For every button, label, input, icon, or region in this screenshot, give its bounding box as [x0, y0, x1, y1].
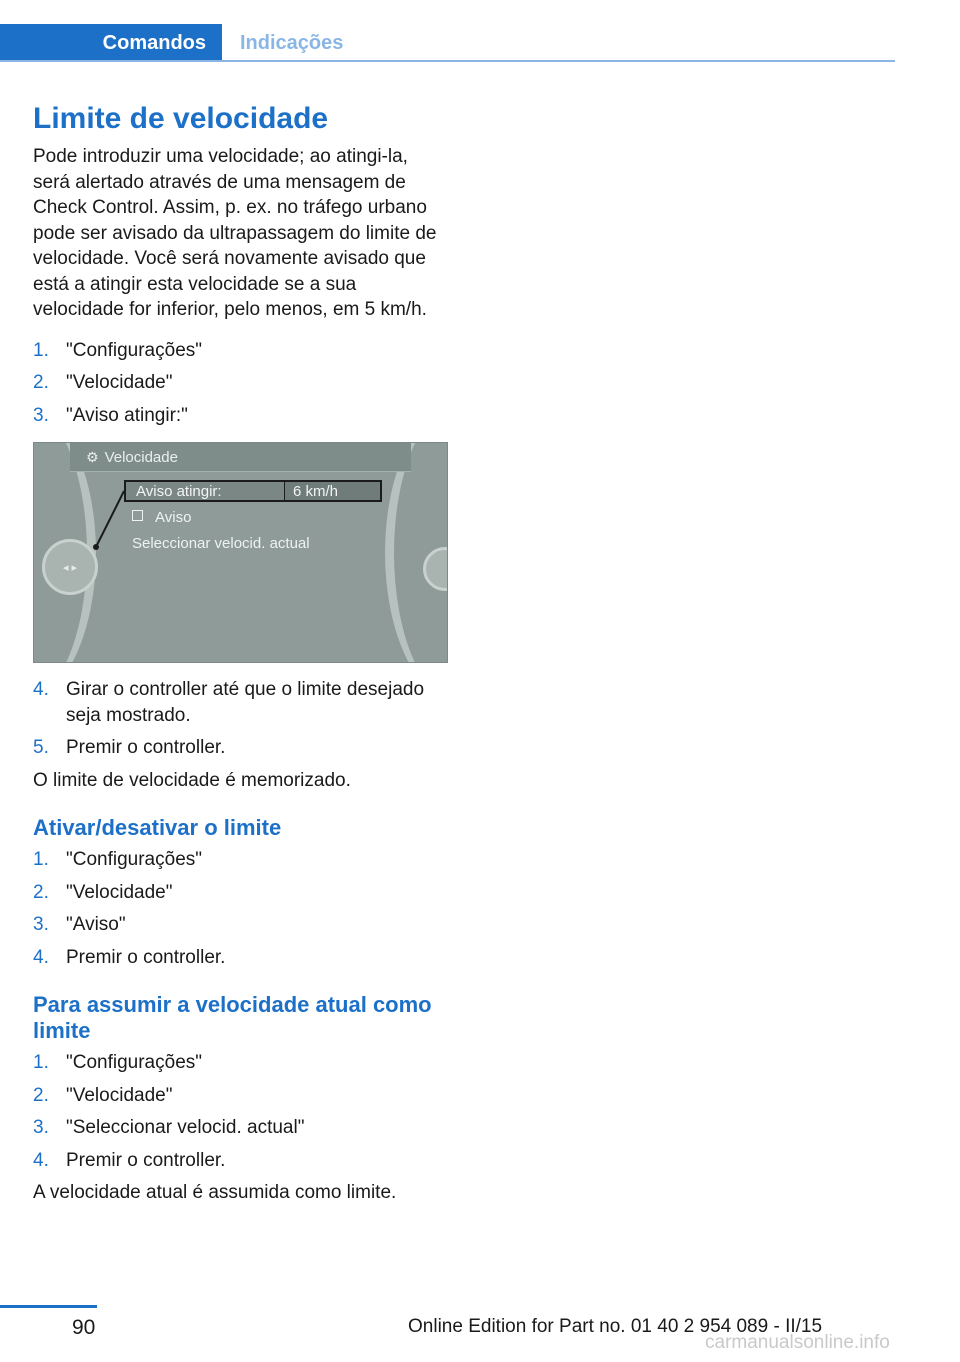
intro-paragraph: Pode introduzir uma velocidade; ao atingi-la, será alertado através de uma mensagem de Check Control. Assim, p. ex. no tráfego urbano pode ser avisado da ultrapassagem do limite de velocidade. Você será novamente avisado que está a atingir esta velocidade se a sua velocidade for inferior, pelo menos, em 5 km/h. — [33, 146, 437, 320]
list-item — [33, 1115, 448, 1141]
speed-warning-label: Aviso atingir: — [126, 482, 284, 500]
step-number: 1. — [33, 339, 49, 361]
checkbox-icon — [132, 510, 143, 521]
step-text: "Seleccionar velocid. actual" — [66, 1117, 305, 1138]
step-number: 3. — [33, 1117, 49, 1138]
list-item — [33, 403, 448, 429]
section-title-ativar: Ativar/desativar o limite — [33, 815, 282, 840]
step-text: Premir o controller. — [66, 946, 226, 968]
option-aviso-label: Aviso — [155, 509, 192, 526]
list-item — [33, 847, 448, 873]
step-text: "Velocidade" — [66, 1084, 173, 1106]
step-number: 2. — [33, 372, 49, 393]
steps-list-assumir — [33, 1050, 448, 1173]
gear-icon: ⚙ — [86, 448, 99, 465]
list-item — [33, 677, 448, 728]
step-text: "Velocidade" — [66, 372, 173, 393]
steps-list-limite-b — [33, 677, 448, 761]
step-text: Premir o controller. — [66, 1149, 226, 1171]
step-number: 1. — [33, 1052, 49, 1073]
step-number: 2. — [33, 1084, 49, 1106]
option-aviso — [132, 509, 191, 526]
controller-knob-icon: ◂ ▸ — [42, 539, 98, 595]
list-item — [33, 912, 448, 938]
step-number: 4. — [33, 679, 49, 700]
step-number: 5. — [33, 737, 49, 758]
list-item — [33, 1148, 448, 1174]
watermark: carmanualsonline.info — [705, 1332, 890, 1353]
step-number: 4. — [33, 946, 49, 968]
page-number: 90 — [72, 1316, 96, 1339]
step-text: "Aviso" — [66, 914, 126, 935]
result-text-limite: O limite de velocidade é memorizado. — [33, 769, 351, 791]
header-rule — [0, 60, 895, 62]
tab-indicacoes[interactable]: Indicações — [240, 31, 344, 54]
edition-note: Online Edition for Part no. 01 40 2 954 089 - II/15 — [408, 1316, 823, 1337]
step-number: 3. — [33, 914, 49, 935]
pointer-line — [34, 443, 448, 663]
step-text: "Configurações" — [66, 849, 203, 870]
step-text: "Velocidade" — [66, 881, 173, 903]
idrive-screenshot — [33, 442, 448, 663]
step-text: Girar o controller até que o limite desejado seja mostrado. — [66, 679, 425, 726]
list-item — [33, 945, 448, 971]
step-number: 3. — [33, 404, 49, 426]
list-item — [33, 880, 448, 906]
list-item — [33, 735, 448, 761]
step-number: 2. — [33, 881, 49, 903]
speed-warning-value: 6 km/h — [284, 482, 380, 500]
screen-title: Velocidade — [104, 448, 178, 466]
list-item — [33, 370, 448, 396]
list-item — [33, 1083, 448, 1109]
step-text: Premir o controller. — [66, 737, 226, 758]
footer-rule — [0, 1305, 97, 1308]
section-title-limite: Limite de velocidade — [33, 102, 329, 135]
step-text: "Configurações" — [66, 1052, 203, 1073]
page-header — [0, 24, 895, 62]
steps-list-limite-a — [33, 338, 448, 429]
speed-warning-row — [124, 480, 382, 502]
section-title-assumir: Para assumir a velocidade atual como limite — [33, 992, 432, 1043]
main-content — [33, 100, 448, 1206]
step-text: "Aviso atingir:" — [66, 404, 188, 426]
result-text-assumir: A velocidade atual é assumida como limite. — [33, 1182, 397, 1203]
step-number: 4. — [33, 1149, 49, 1171]
list-item — [33, 338, 448, 364]
steps-list-ativar — [33, 847, 448, 970]
tab-comandos[interactable]: Comandos — [0, 24, 222, 62]
option-select-current-speed: Seleccionar velocid. actual — [132, 535, 310, 552]
list-item — [33, 1050, 448, 1076]
step-number: 1. — [33, 849, 49, 870]
step-text: "Configurações" — [66, 339, 203, 361]
